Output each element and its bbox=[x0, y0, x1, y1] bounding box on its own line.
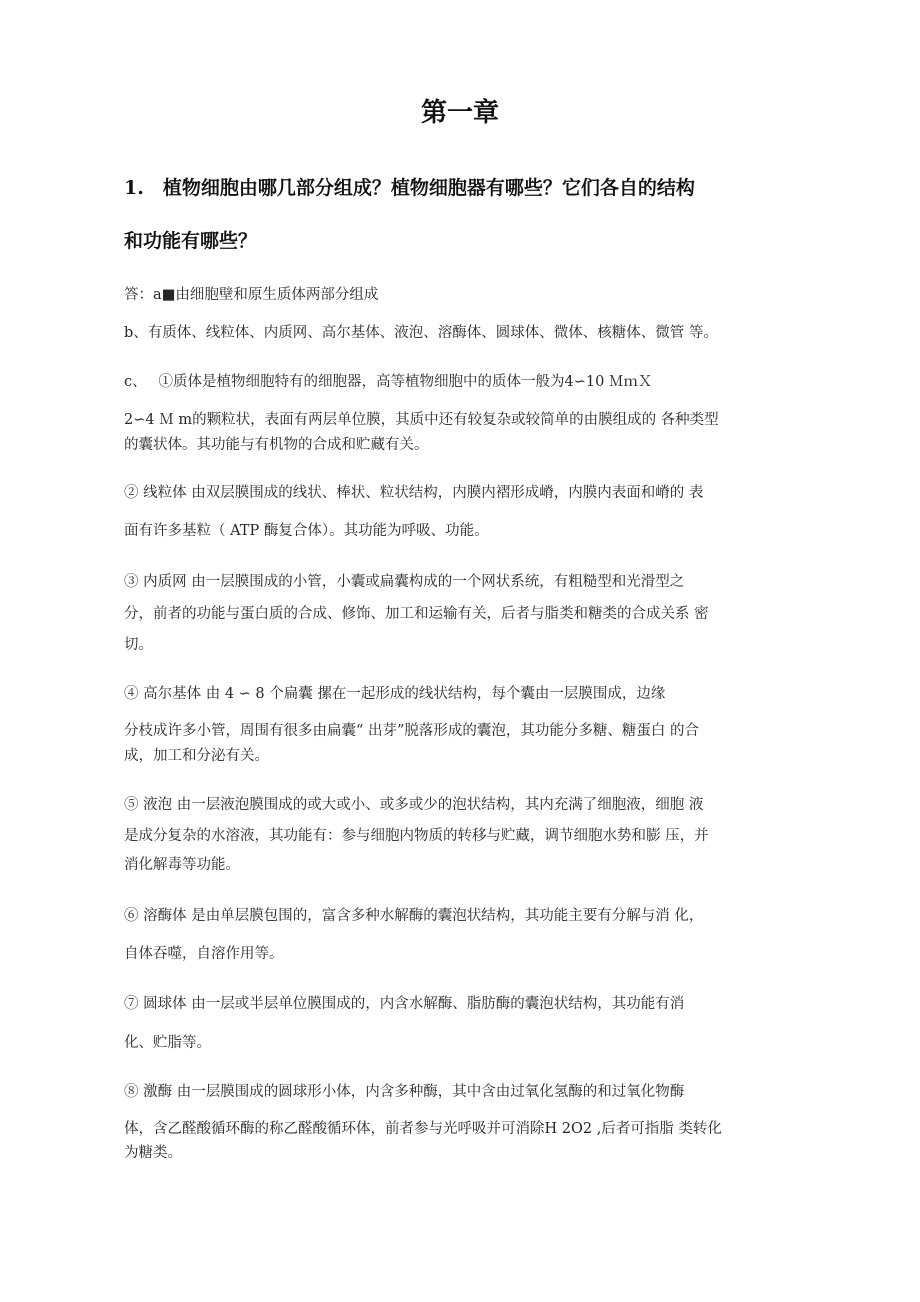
answer-line: c、 ①质体是植物细胞特有的细胞器，高等植物细胞中的质体一般为4∽10 ＭｍＸ bbox=[124, 374, 653, 390]
answer-line: b、有质体、线粒体、内质网、高尔基体、液泡、溶酶体、圆球体、微体、核糖体、微管 等。 bbox=[124, 325, 718, 341]
chapter-title: 第一章 bbox=[420, 98, 499, 128]
answer-line: 成，加工和分泌有关。 bbox=[124, 748, 269, 764]
answer-line: ⑤ 液泡 由一层液泡膜围成的或大或小、或多或少的泡状结构，其内充满了细胞液，细胞 液 bbox=[124, 797, 704, 813]
answer-line: ② 线粒体 由双层膜围成的线状、棒状、粒状结构，内膜内褶形成嵴，内膜内表面和嵴的 表 bbox=[124, 485, 704, 501]
answer-line: 2∽4 Ｍ m的颗粒状，表面有两层单位膜，其质中还有较复杂或较简单的由膜组成的 各种类型 bbox=[124, 412, 719, 428]
answer-line: ③ 内质网 由一层膜围成的小管，小囊或扁囊构成的一个网状系统，有粗糙型和光滑型之 bbox=[124, 574, 685, 590]
answer-line: ⑥ 溶酶体 是由单层膜包围的，富含多种水解酶的囊泡状结构，其功能主要有分解与消 化， bbox=[124, 908, 704, 924]
answer-line: ④ 高尔基体 由 4 ∽ 8 个扁囊 摞在一起形成的线状结构，每个囊由一层膜围成，边缘 bbox=[124, 686, 666, 702]
answer-line: 自体吞噬，自溶作用等。 bbox=[124, 946, 284, 962]
answer-line: 消化解毒等功能。 bbox=[124, 857, 240, 873]
answer-line: ⑦ 圆球体 由一层或半层单位膜围成的，内含水解酶、脂肪酶的囊泡状结构，其功能有消 bbox=[124, 996, 685, 1012]
answer-line: 切。 bbox=[124, 637, 153, 653]
answer-line: 为糖类。 bbox=[124, 1145, 182, 1161]
question-line-1: 1. 植物细胞由哪几部分组成？植物细胞器有哪些？它们各自的结构 bbox=[124, 177, 695, 199]
answer-line: 分枝成许多小管，周围有很多由扁囊“ 出芽”脱落形成的囊泡，其功能分多糖、糖蛋白 的合 bbox=[124, 723, 700, 739]
answer-line: 分，前者的功能与蛋白质的合成、修饰、加工和运输有关，后者与脂类和糖类的合成关系 密 bbox=[124, 606, 709, 622]
answer-line: 体，含乙醛酸循环酶的称乙醛酸循环体，前者参与光呼吸并可消除H 2O2 ,后者可指脂 类转化 bbox=[124, 1121, 722, 1137]
answer-line: ⑧ 激酶 由一层膜围成的圆球形小体，内含多种酶，其中含由过氧化氢酶的和过氧化物酶 bbox=[124, 1084, 685, 1100]
answer-line: 化、贮脂等。 bbox=[124, 1035, 211, 1051]
answer-line: 是成分复杂的水溶液，其功能有：参与细胞内物质的转移与贮藏，调节细胞水势和膨 压，并 bbox=[124, 828, 709, 844]
answer-line: 答：a■由细胞壁和原生质体两部分组成 bbox=[124, 287, 379, 303]
answer-line: 面有许多基粒（ ATP 酶复合体）。其功能为呼吸、功能。 bbox=[124, 523, 489, 539]
answer-line: 的囊状体。其功能与有机物的合成和贮藏有关。 bbox=[124, 437, 429, 453]
question-line-2: 和功能有哪些？ bbox=[124, 230, 258, 252]
